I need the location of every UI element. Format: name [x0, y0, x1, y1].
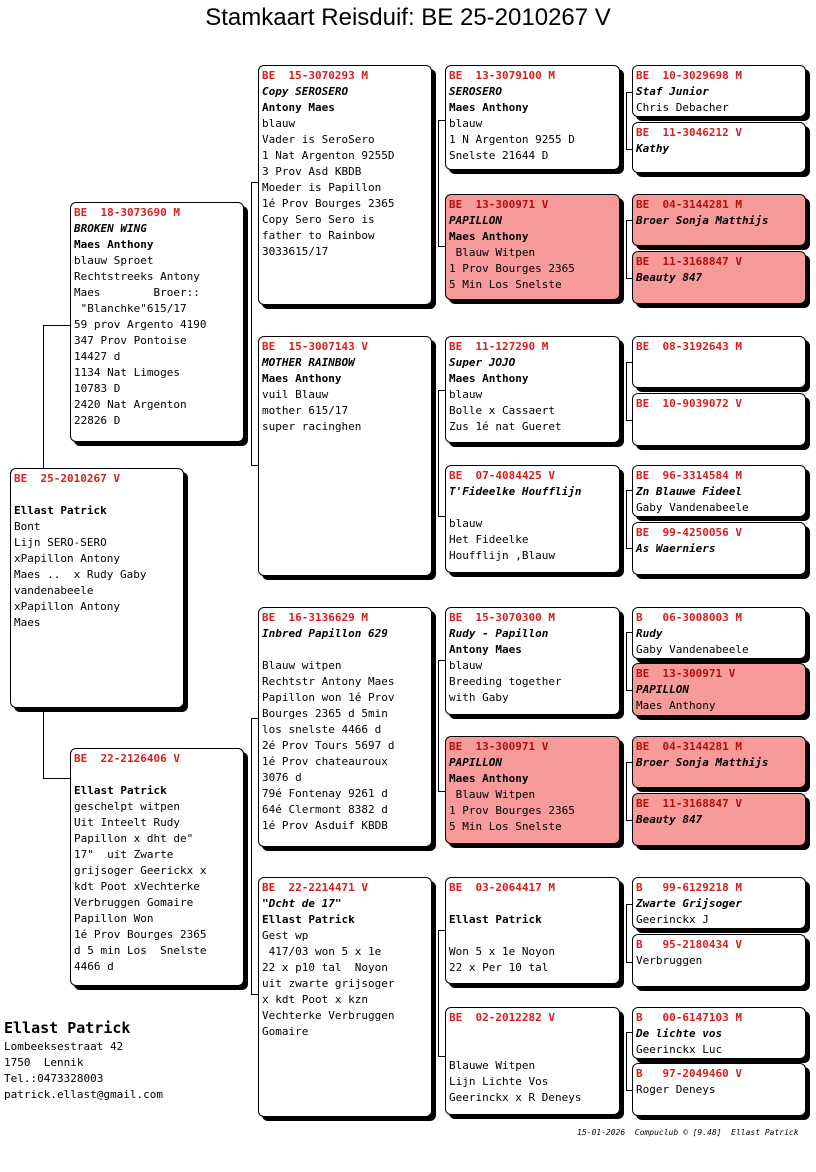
- description-line: vandenabeele: [14, 584, 94, 597]
- pigeon-card-ffm[interactable]: [445, 194, 620, 300]
- breeder-name: Maes Anthony: [262, 372, 342, 385]
- pigeon-owner-line: Chris Debacher: [636, 101, 729, 114]
- description-line: Papillon won 1é Prov: [262, 691, 395, 704]
- owner-phone: Tel.:0473328003: [4, 1072, 104, 1085]
- ring-number: B 95-2180434 V: [636, 938, 742, 951]
- pigeon-name: Rudy - Papillon: [449, 627, 549, 640]
- description-line: Het Fideelke: [449, 533, 529, 546]
- description-line: 22 x p10 tal Noyon: [262, 961, 388, 974]
- description-line: Bolle x Cassaert: [449, 404, 555, 417]
- description-line: Rechtstreeks Antony: [74, 270, 200, 283]
- description-line: Vader is SeroSero: [262, 133, 375, 146]
- description-line: blauw: [449, 388, 483, 401]
- description-line: kdt Poot xVechterke: [74, 880, 200, 893]
- blank-line: [449, 928, 616, 944]
- description-line: Gomaire: [262, 1025, 309, 1038]
- pigeon-card-mmmf[interactable]: [632, 1007, 806, 1059]
- description-line: blauw: [449, 117, 483, 130]
- description-line: Maes: [14, 616, 41, 629]
- pigeon-card-mm[interactable]: [258, 877, 432, 1117]
- description-line: blauw: [449, 517, 483, 530]
- breeder-name: Maes Anthony: [74, 238, 154, 251]
- pigeon-card-ffff[interactable]: [632, 65, 806, 117]
- breeder-name: Ellast Patrick: [74, 784, 167, 797]
- description-line: geschelpt witpen: [74, 800, 180, 813]
- pigeon-card-fmmm[interactable]: [632, 522, 806, 575]
- description-line: Gest wp: [262, 929, 309, 942]
- ring-number: BE 99-4250056 V: [636, 526, 742, 539]
- description-line: 64é Clermont 8382 d: [262, 803, 388, 816]
- pigeon-name: Inbred Papillon 629: [262, 627, 388, 640]
- pigeon-card-mff[interactable]: [445, 607, 620, 715]
- ring-number: BE 11-127290 M: [449, 340, 549, 353]
- description-line: uit zwarte grijsoger: [262, 977, 395, 990]
- pigeon-owner-line: Gaby Vandenabeele: [636, 501, 749, 514]
- page-title: Stamkaart Reisduif: BE 25-2010267 V: [205, 4, 611, 31]
- description-line: Zus 1é nat Gueret: [449, 420, 562, 433]
- description-line: grijsoger Geerickx x: [74, 864, 207, 877]
- description-line: 79é Fontenay 9261 d: [262, 787, 388, 800]
- pigeon-card-fm[interactable]: [258, 336, 432, 576]
- pigeon-card-mf[interactable]: [258, 607, 432, 847]
- description-line: 2420 Nat Argenton: [74, 398, 187, 411]
- pigeon-name: BROKEN WING: [74, 222, 147, 235]
- description-line: Papillon x dht de": [74, 832, 194, 845]
- description-line: 14427 d: [74, 350, 121, 363]
- description-line: with Gaby: [449, 691, 509, 704]
- pigeon-card-mmff[interactable]: [632, 877, 806, 929]
- pigeon-card-fffm[interactable]: [632, 122, 806, 173]
- ring-number: BE 11-3168847 V: [636, 797, 742, 810]
- pigeon-card-fff[interactable]: [445, 65, 620, 170]
- description-line: 17" uit Zwarte: [74, 848, 174, 861]
- owner-address-block: [4, 1017, 163, 1103]
- description-line: super racinghen: [262, 420, 362, 433]
- description-line: 417/03 won 5 x 1e: [262, 945, 382, 958]
- description-line: 347 Prov Pontoise: [74, 334, 187, 347]
- pigeon-name: T'Fideelke Houfflijn: [449, 485, 582, 498]
- ring-number: BE 13-300971 V: [449, 198, 549, 211]
- description-line: Maes .. x Rudy Gaby: [14, 568, 147, 581]
- pigeon-name: SEROSERO: [449, 85, 502, 98]
- blank-line: [449, 1042, 616, 1058]
- pigeon-name: MOTHER RAINBOW: [262, 356, 355, 369]
- ring-number: B 99-6129218 M: [636, 881, 742, 894]
- description-line: blauw: [449, 659, 483, 672]
- description-line: 1 Prov Bourges 2365: [449, 804, 575, 817]
- blank-line: [449, 1026, 616, 1042]
- pigeon-name: Beauty 847: [636, 271, 703, 284]
- description-line: Copy Sero Sero is: [262, 213, 375, 226]
- description-line: Houfflijn ,Blauw: [449, 549, 555, 562]
- ring-number: BE 15-3007143 V: [262, 340, 368, 353]
- ring-number: BE 18-3073690 M: [74, 206, 180, 219]
- ring-number: BE 02-2012282 V: [449, 1011, 555, 1024]
- pigeon-name: Copy SEROSERO: [262, 85, 349, 98]
- breeder-name: Maes Anthony: [449, 772, 529, 785]
- description-line: 59 prov Argento 4190: [74, 318, 207, 331]
- pigeon-owner-line: Roger Deneys: [636, 1083, 716, 1096]
- ring-number: BE 13-3079100 M: [449, 69, 555, 82]
- pigeon-card-ff[interactable]: [258, 65, 432, 305]
- breeder-name: Ellast Patrick: [262, 913, 355, 926]
- description-line: 1 Nat Argenton 9255D: [262, 149, 395, 162]
- pigeon-card-mother[interactable]: [70, 748, 244, 986]
- description-line: 5 Min Los Snelste: [449, 278, 562, 291]
- blank-line: [74, 767, 240, 783]
- description-line: Moeder is Papillon: [262, 181, 382, 194]
- description-line: 22826 D: [74, 414, 121, 427]
- description-line: x kdt Poot x kzn: [262, 993, 368, 1006]
- owner-email[interactable]: patrick.ellast@gmail.com: [4, 1088, 163, 1101]
- pigeon-card-fmfm[interactable]: [632, 393, 806, 446]
- pigeon-card-mffm[interactable]: [632, 663, 806, 716]
- description-line: 1é Prov Bourges 2365: [262, 197, 395, 210]
- pigeon-card-mfm[interactable]: [445, 736, 620, 844]
- pigeon-card-ffmm[interactable]: [632, 251, 806, 304]
- description-line: Verbruggen Gomaire: [74, 896, 194, 909]
- description-line: father to Rainbow: [262, 229, 375, 242]
- description-line: Blauw Witpen: [449, 246, 536, 259]
- pigeon-owner-line: Geerinckx Luc: [636, 1043, 723, 1056]
- ring-number: BE 13-300971 V: [449, 740, 549, 753]
- blank-line: [14, 487, 180, 503]
- ring-number: B 00-6147103 M: [636, 1011, 742, 1024]
- ring-number: BE 25-2010267 V: [14, 472, 120, 485]
- description-line: Lijn SERO-SERO: [14, 536, 107, 549]
- description-line: Bourges 2365 d 5min: [262, 707, 388, 720]
- breeder-name: Ellast Patrick: [449, 913, 542, 926]
- description-line: Snelste 21644 D: [449, 149, 549, 162]
- description-line: Bont: [14, 520, 41, 533]
- owner-address-line: 1750 Lennik: [4, 1056, 84, 1069]
- description-line: vuil Blauw: [262, 388, 329, 401]
- description-line: Breeding together: [449, 675, 562, 688]
- pigeon-card-mfff[interactable]: [632, 607, 806, 659]
- description-line: d 5 min Los Snelste: [74, 944, 207, 957]
- description-line: Geerinckx x R Deneys: [449, 1091, 582, 1104]
- pigeon-card-mmfm[interactable]: [632, 934, 806, 987]
- ring-number: B 97-2049460 V: [636, 1067, 742, 1080]
- breeder-name: Maes Anthony: [449, 372, 529, 385]
- pigeon-name: De lichte vos: [636, 1027, 723, 1040]
- description-line: "Blanchke"615/17: [74, 302, 187, 315]
- pigeon-card-ffmf[interactable]: [632, 194, 806, 246]
- description-line: 1é Prov chateauroux: [262, 755, 388, 768]
- description-line: blauw Sproet: [74, 254, 154, 267]
- ring-number: BE 07-4084425 V: [449, 469, 555, 482]
- pigeon-name: Super JOJO: [449, 356, 516, 369]
- ring-number: BE 16-3136629 M: [262, 611, 368, 624]
- blank-line: [449, 896, 616, 912]
- description-line: los snelste 4466 d: [262, 723, 382, 736]
- ring-number: BE 22-2126406 V: [74, 752, 180, 765]
- description-line: 10783 D: [74, 382, 121, 395]
- description-line: 5 Min Los Snelste: [449, 820, 562, 833]
- ring-number: BE 15-3070300 M: [449, 611, 555, 624]
- pigeon-card-mfmf[interactable]: [632, 736, 806, 788]
- breeder-name: Antony Maes: [262, 101, 335, 114]
- ring-number: BE 03-2064417 M: [449, 881, 555, 894]
- pigeon-card-mmmm[interactable]: [632, 1063, 806, 1116]
- ring-number: BE 11-3046212 V: [636, 126, 742, 139]
- blank-line: [449, 500, 616, 516]
- description-line: 1 Prov Bourges 2365: [449, 262, 575, 275]
- pigeon-card-fmff[interactable]: [632, 336, 806, 388]
- ring-number: BE 11-3168847 V: [636, 255, 742, 268]
- pigeon-name: Rudy: [636, 627, 663, 640]
- ring-number: BE 08-3192643 M: [636, 340, 742, 353]
- breeder-name: Maes Anthony: [449, 101, 529, 114]
- description-line: Blauw Witpen: [449, 788, 536, 801]
- description-line: Blauw witpen: [262, 659, 342, 672]
- pigeon-name: Beauty 847: [636, 813, 703, 826]
- pigeon-name: "Dcht de 17": [262, 897, 342, 910]
- pigeon-name: PAPILLON: [449, 214, 502, 227]
- pigeon-owner-line: Gaby Vandenabeele: [636, 643, 749, 656]
- pigeon-name: As Waerniers: [636, 542, 716, 555]
- description-line: 1é Prov Bourges 2365: [74, 928, 207, 941]
- description-line: Uit Inteelt Rudy: [74, 816, 180, 829]
- description-line: Won 5 x 1e Noyon: [449, 945, 555, 958]
- description-line: Vechterke Verbruggen: [262, 1009, 395, 1022]
- pigeon-card-mmf[interactable]: [445, 877, 620, 984]
- pigeon-card-fmf[interactable]: [445, 336, 620, 443]
- description-line: 3076 d: [262, 771, 302, 784]
- pigeon-card-mmm[interactable]: [445, 1007, 620, 1115]
- description-line: 22 x Per 10 tal: [449, 961, 549, 974]
- ring-number: BE 04-3144281 M: [636, 198, 742, 211]
- pigeon-name: PAPILLON: [636, 683, 689, 696]
- ring-number: BE 22-2214471 V: [262, 881, 368, 894]
- description-line: 2é Prov Tours 5697 d: [262, 739, 395, 752]
- description-line: Maes Broer::: [74, 286, 200, 299]
- pigeon-name: Staf Junior: [636, 85, 709, 98]
- description-line: xPapillon Antony: [14, 600, 120, 613]
- pigeon-card-fmmf[interactable]: [632, 465, 806, 517]
- description-line: 1 N Argenton 9255 D: [449, 133, 575, 146]
- description-line: blauw: [262, 117, 296, 130]
- pigeon-card-father[interactable]: [70, 202, 244, 442]
- pigeon-card-subject[interactable]: [10, 468, 184, 708]
- ring-number: BE 96-3314584 M: [636, 469, 742, 482]
- ring-number: B 06-3008003 M: [636, 611, 742, 624]
- description-line: 1é Prov Asduif KBDB: [262, 819, 388, 832]
- pigeon-name: Zn Blauwe Fideel: [636, 485, 742, 498]
- pigeon-owner-line: Geerinckx J: [636, 913, 709, 926]
- footer-credits: 15-01-2026 Compuclub © [9.48] Ellast Patrick: [577, 1128, 799, 1137]
- description-line: 1134 Nat Limoges: [74, 366, 180, 379]
- breeder-name: Ellast Patrick: [14, 504, 107, 517]
- owner-address-line: Lombeeksestraat 42: [4, 1040, 124, 1053]
- pigeon-name: PAPILLON: [449, 756, 502, 769]
- ring-number: BE 13-300971 V: [636, 667, 736, 680]
- pigeon-name: Broer Sonja Matthijs: [636, 214, 769, 227]
- pigeon-card-mfmm[interactable]: [632, 793, 806, 846]
- breeder-name: Maes Anthony: [449, 230, 529, 243]
- blank-line: [262, 642, 428, 658]
- ring-number: BE 15-3070293 M: [262, 69, 368, 82]
- ring-number: BE 10-3029698 M: [636, 69, 742, 82]
- ring-number: BE 10-9039072 V: [636, 397, 742, 410]
- pigeon-owner-line: Verbruggen: [636, 954, 703, 967]
- description-line: 3 Prov Asd KBDB: [262, 165, 362, 178]
- breeder-name: Antony Maes: [449, 643, 522, 656]
- pigeon-owner-line: Maes Anthony: [636, 699, 716, 712]
- pigeon-name: Broer Sonja Matthijs: [636, 756, 769, 769]
- pigeon-card-fmm[interactable]: [445, 465, 620, 573]
- description-line: Rechtstr Antony Maes: [262, 675, 395, 688]
- description-line: xPapillon Antony: [14, 552, 120, 565]
- pigeon-name: Kathy: [636, 142, 670, 155]
- description-line: Blauwe Witpen: [449, 1059, 536, 1072]
- ring-number: BE 04-3144281 M: [636, 740, 742, 753]
- description-line: Papillon Won: [74, 912, 154, 925]
- description-line: 4466 d: [74, 960, 114, 973]
- description-line: Lijn Lichte Vos: [449, 1075, 549, 1088]
- owner-name: Ellast Patrick: [4, 1019, 131, 1037]
- description-line: 3033615/17: [262, 245, 329, 258]
- description-line: mother 615/17: [262, 404, 349, 417]
- pigeon-name: Zwarte Grijsoger: [636, 897, 742, 910]
